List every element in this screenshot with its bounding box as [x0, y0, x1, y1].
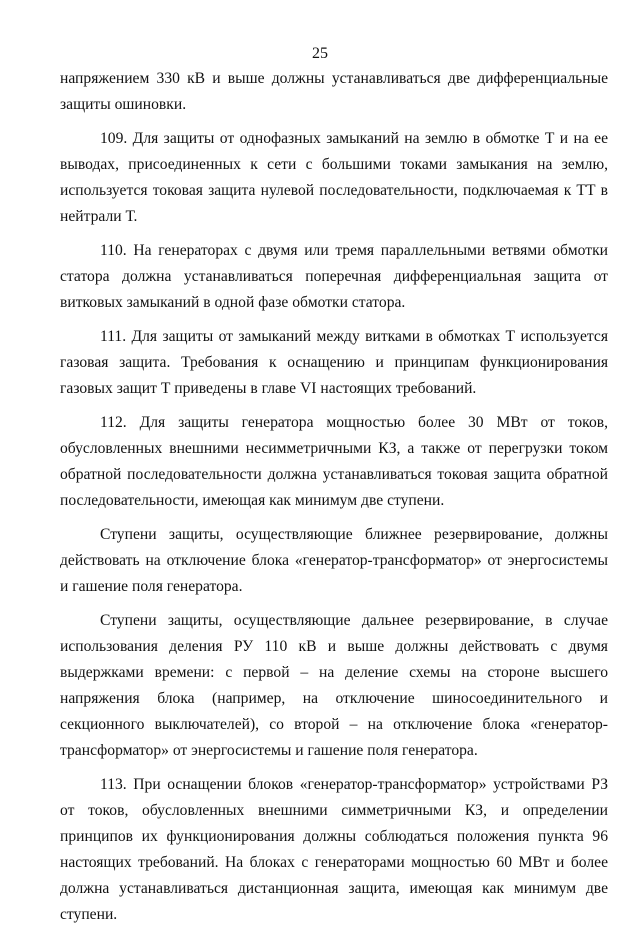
paragraph-item-113: 113. При оснащении блоков «генератор-трансформатор» устройствами РЗ от токов, обусловленных внешними симметричными КЗ, и определении принципов их функционирования должны соблюдаться положения пункта 96 настоящих требований. На блоках с генераторами мощностью 60 МВт и более должна устанавливаться дистанционная защита, имеющая как минимум две ступени.: [60, 776, 608, 923]
paragraph-item-112: 112. Для защиты генератора мощностью более 30 МВт от токов, обусловленных внешними несимметричными КЗ, а также от перегрузки током обратной последовательности должна устанавливаться токовая защита обратной последовательности, имеющая как минимум две ступени.: [60, 414, 608, 509]
paragraph-item-110: 110. На генераторах с двумя или тремя параллельными ветвями обмотки статора должна устанавливаться поперечная дифференциальная защита от витковых замыканий в одной фазе обмотки статора.: [60, 242, 608, 311]
paragraph-continuation: напряжением 330 кВ и выше должны устанавливаться две дифференциальные защиты ошиновки.: [60, 70, 608, 113]
paragraph-item-109: 109. Для защиты от однофазных замыканий на землю в обмотке Т и на ее выводах, присоединенных к сети с большими токами замыкания на землю, используется токовая защита нулевой последовательности, подключаемая к ТТ в нейтрали Т.: [60, 130, 608, 225]
paragraph-far-reserve: Ступени защиты, осуществляющие дальнее резервирование, в случае использования деления РУ 110 кВ и выше должны действовать с двумя выдержками времени: с первой – на деление схемы на стороне высшего напряжения блока (например, на отключение шиносоединительного и секционного выключателей), со второй – на отключение блока «генератор-трансформатор» от энергосистемы и гашение поля генератора.: [60, 612, 608, 759]
document-body: [60, 66, 608, 936]
page-number: 25: [312, 45, 328, 62]
paragraph-item-111: 111. Для защиты от замыканий между витками в обмотках Т используется газовая защита. Требования к оснащению и принципам функционирования газовых защит Т приведены в главе VI настоящих требований.: [60, 328, 608, 397]
paragraph-near-reserve: Ступени защиты, осуществляющие ближнее резервирование, должны действовать на отключение блока «генератор-трансформатор» от энергосистемы и гашение поля генератора.: [60, 526, 608, 595]
